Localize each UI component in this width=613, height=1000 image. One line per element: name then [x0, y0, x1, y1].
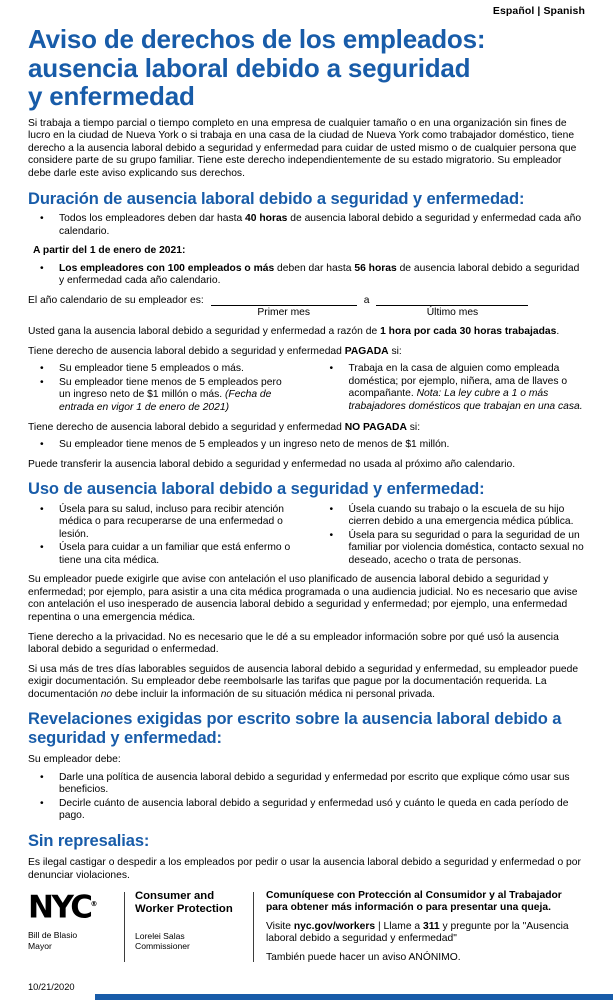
paid-left-column	[28, 362, 296, 414]
list-item	[40, 377, 296, 415]
disclosures-intro: Su empleador debe:	[28, 754, 121, 766]
list-item-text: Úsela para su seguridad o para la seguridad de un familiar por violencia doméstica, contacto sexual no deseado, acecho o trata de personas.	[348, 529, 584, 566]
list-item-text: Trabaja en la casa de alguien como empleada doméstica; por ejemplo, niñera, ama de llaves o acompañante. Nota: La ley cubre a 1 o más trabajadores domésticos que trabajan en una casa.	[348, 363, 583, 412]
footer-contact-block	[264, 890, 585, 965]
list-item	[40, 772, 585, 797]
contact-headline: Comuníquese con Protección al Consumidor y al Trabajador para obtener más información o para presentar una queja.	[266, 889, 562, 914]
list-item-text: Los empleadores con 100 empleados o más deben dar hasta 56 horas de ausencia laboral debido a seguridad y enfermedad cada año calendario.	[59, 262, 580, 287]
first-month-label: Primer mes	[257, 306, 311, 318]
nyc-logo-block	[28, 890, 114, 965]
calendar-year-line	[28, 295, 585, 320]
list-item-text: Decirle cuánto de ausencia laboral debido a seguridad y enfermedad usó y cuánto le queda en cada período de pago.	[59, 797, 569, 822]
section-heading-duration: Duración de ausencia laboral debido a seguridad y enfermedad:	[28, 189, 525, 208]
commissioner-title: Commissioner	[135, 941, 190, 952]
page-title-line: y enfermedad	[28, 81, 195, 112]
bullet-icon: •	[40, 797, 44, 809]
paid-leave-columns	[28, 362, 585, 414]
unpaid-leave-intro: Tiene derecho de ausencia laboral debido a seguridad y enfermedad NO PAGADA si:	[28, 421, 421, 433]
registered-mark-icon: ®	[90, 899, 98, 908]
paid-right-column	[318, 362, 586, 414]
usage-left-column	[28, 503, 296, 568]
last-month-label: Último mes	[426, 306, 479, 318]
page-title	[28, 25, 585, 111]
section-heading-retaliation: Sin represalias:	[28, 831, 150, 850]
list-item-text: Su empleador tiene menos de 5 empleados pero un ingreso neto de $1 millón o más. (Fecha de entrada en vigor 1 de enero de 2021)	[59, 376, 282, 413]
list-item-text: Úsela para su salud, incluso para recibir atención médica o para recuperarse de una enfermedad o lesión.	[59, 503, 284, 540]
unpaid-bullets	[28, 439, 585, 452]
document-date: 10/21/2020	[28, 982, 75, 992]
list-item	[40, 439, 585, 452]
bullet-icon: •	[40, 376, 44, 388]
mayor-credit	[28, 930, 114, 951]
duration-bullets	[28, 213, 585, 238]
list-item	[40, 798, 585, 823]
list-item	[40, 263, 585, 288]
page-title-line: ausencia laboral debido a seguridad	[28, 52, 471, 83]
list-item-text: Úsela cuando su trabajo o la escuela de su hijo cierren debido a una emergencia médica pública.	[348, 503, 574, 528]
bullet-icon: •	[329, 529, 334, 541]
website-url: nyc.gov/workers	[293, 920, 376, 932]
bullet-icon: •	[329, 363, 334, 375]
list-item	[330, 363, 586, 413]
list-item-text: Su empleador tiene 5 empleados o más.	[59, 363, 244, 375]
bullet-icon: •	[40, 503, 44, 515]
agency-name: Consumer and Worker Protection	[135, 889, 233, 915]
mayor-title: Mayor	[28, 940, 52, 951]
contact-visit-line: Visite nyc.gov/workers | Llame a 311 y pregunte por la "Ausencia laboral debido a seguridad y enfermedad"	[266, 920, 569, 945]
last-month-rule	[376, 295, 528, 306]
list-item	[330, 504, 586, 529]
calendar-year-label: El año calendario de su empleador es:	[28, 294, 204, 306]
list-item-text: Todos los empleadores deben dar hasta 40 horas de ausencia laboral debido a seguridad y enfermedad cada año calendario.	[59, 212, 582, 237]
section-heading-disclosures: Revelaciones exigidas por escrito sobre la ausencia laboral debido a seguridad y enfermedad:	[28, 710, 562, 747]
bullet-icon: •	[40, 542, 44, 554]
bullet-icon: •	[40, 363, 44, 375]
advance-notice-paragraph: Su empleador puede exigirle que avise con antelación el uso planificado de ausencia laboral debido a seguridad y enfermedad; por ejemplo, para asistir a una cita médica programada o una audiencia judicial. No es necesario que avise con antelación el uso inesperado de ausencia laboral debido a seguridad y enfermedad; por ejemplo, una enfermedad repentina o una emergencia médica.	[28, 574, 578, 624]
list-item	[40, 504, 296, 542]
documentation-paragraph: Si usa más de tres días laborables seguidos de ausencia laboral debido a seguridad y enfermedad, su empleador puede exigir documentación. Su empleador debe reembolsarle las tarifas que pague por la documentación requerida. La documentación no debe incluir la información de su situación médica ni personal privada.	[28, 663, 579, 700]
effective-date-subhead: A partir del 1 de enero de 2021:	[33, 245, 186, 257]
list-item	[330, 530, 586, 568]
mayor-name: Bill de Blasio	[28, 929, 78, 940]
list-item	[40, 363, 296, 376]
intro-paragraph: Si trabaja a tiempo parcial o tiempo completo en una empresa de cualquier tamaño o en una organización sin fines de lucro en la ciudad de Nueva York o si trabaja en una casa de la ciudad de Nueva York como trabajador doméstico, tiene derecho a la ausencia laboral debido a seguridad y enfermedad para cuidar de usted mismo o de cualquier persona que considere parte de su grupo familiar. Tiene este derecho independientemente de su estado migratorio. Su empleador debe darle este aviso explicando sus derechos.	[28, 117, 577, 179]
privacy-paragraph: Tiene derecho a la privacidad. No es necesario que le dé a su empleador información sobre por qué usó la ausencia laboral debido a seguridad o enfermedad.	[28, 631, 559, 656]
language-label: Español | Spanish	[492, 5, 585, 17]
usage-columns	[28, 503, 585, 568]
agency-block	[135, 890, 243, 965]
disclosures-bullets	[28, 772, 585, 823]
nyc-logo: NYC®	[28, 888, 98, 925]
usage-right-column	[318, 503, 586, 568]
accrual-paragraph: Usted gana la ausencia laboral debido a seguridad y enfermedad a razón de 1 hora por cada 30 horas trabajadas.	[28, 326, 560, 338]
paid-leave-intro: Tiene derecho de ausencia laboral debido a seguridad y enfermedad PAGADA si:	[28, 345, 402, 357]
footer	[28, 890, 585, 965]
list-item-text: Su empleador tiene menos de 5 empleados y un ingreso neto de menos de $1 millón.	[59, 439, 450, 451]
bullet-icon: •	[40, 439, 44, 451]
bullet-icon: •	[40, 262, 44, 274]
commissioner-name: Lorelei Salas	[135, 930, 185, 941]
list-item	[40, 542, 296, 567]
list-item	[40, 213, 585, 238]
page-title-line: Aviso de derechos de los empleados:	[28, 24, 486, 54]
first-month-rule	[211, 295, 357, 306]
bullet-icon: •	[329, 503, 334, 515]
footer-divider	[124, 892, 125, 963]
last-month-blank	[376, 295, 528, 320]
duration-2021-bullets	[28, 263, 585, 288]
commissioner-credit	[135, 931, 243, 952]
list-item-text: Úsela para cuidar a un familiar que está enfermo o tiene una cita médica.	[59, 542, 291, 566]
anonymous-report-line: También puede hacer un aviso ANÓNIMO.	[266, 951, 461, 963]
section-heading-usage: Uso de ausencia laboral debido a seguridad y enfermedad:	[28, 480, 485, 499]
list-item-text: Darle una política de ausencia laboral debido a seguridad y enfermedad por escrito que explique cómo usar sus beneficios.	[59, 771, 570, 796]
bullet-icon: •	[40, 212, 44, 224]
first-month-blank	[211, 295, 357, 320]
bullet-icon: •	[40, 771, 44, 783]
phone-number: 311	[423, 920, 440, 932]
retaliation-paragraph: Es ilegal castigar o despedir a los empleados por pedir o usar la ausencia laboral debido a seguridad y enfermedad o por denunciar violaciones.	[28, 857, 581, 881]
carryover-paragraph: Puede transferir la ausencia laboral debido a seguridad y enfermedad no usada al próximo año calendario.	[28, 458, 516, 470]
year-range-connector: a	[363, 294, 370, 306]
footer-divider	[253, 892, 254, 963]
footer-accent-bar	[95, 994, 613, 1000]
